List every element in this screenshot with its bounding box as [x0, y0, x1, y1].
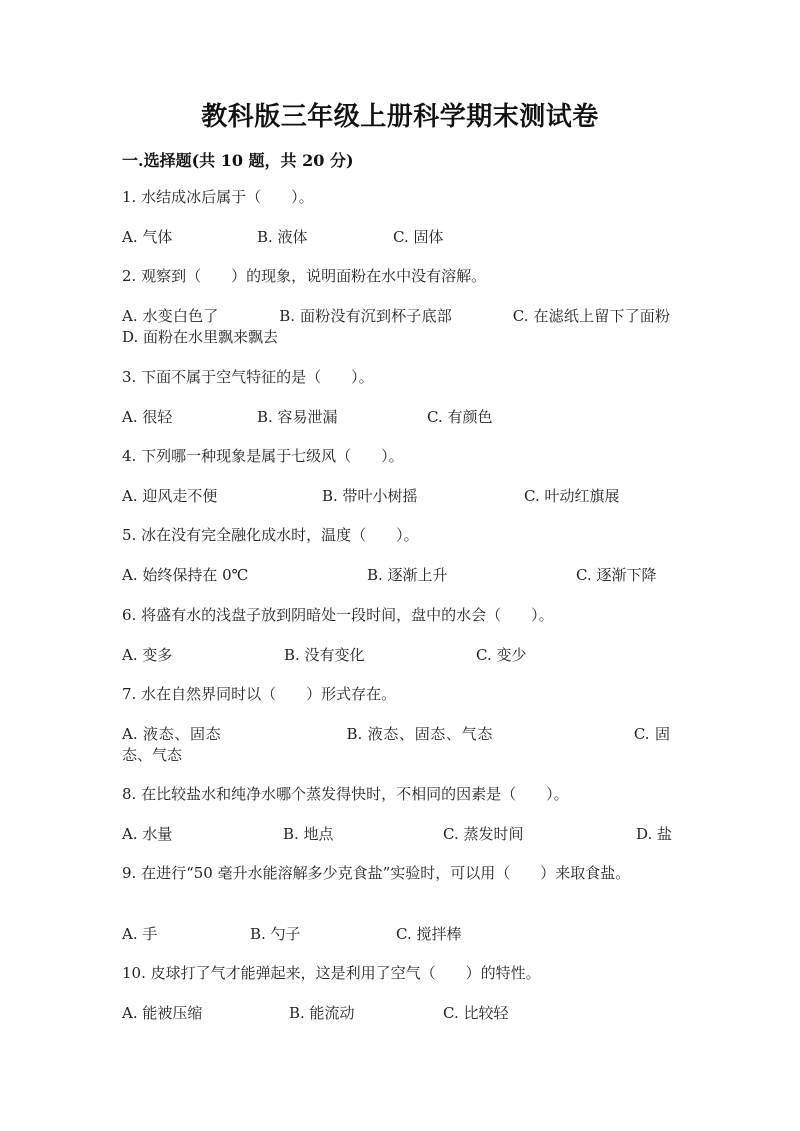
page-title: 教科版三年级上册科学期末测试卷	[201, 102, 599, 132]
question-9-stem: 9. 在进行“50 毫升水能溶解多少克食盐”实验时，可以用（ ）来取食盐。	[122, 864, 631, 882]
question-8-option-c: C. 蒸发时间	[443, 825, 524, 843]
question-10-option-b: B. 能流动	[289, 1004, 355, 1022]
question-3-option-b: B. 容易泄漏	[257, 408, 338, 426]
question-8-option-a: A. 水量	[122, 825, 173, 843]
question-5-option-a: A. 始终保持在 0℃	[122, 566, 249, 584]
question-10-option-c: C. 比较轻	[443, 1004, 509, 1022]
question-2-options: A. 水变白色了 B. 面粉没有沉到杯子底部 C. 在滤纸上留下了面粉 D. 面粉在水里飘来飘去	[122, 307, 731, 346]
question-3-stem: 3. 下面不属于空气特征的是（ ）。	[122, 368, 374, 386]
question-1-option-a: A. 气体	[122, 228, 173, 246]
question-6-option-c: C. 变少	[476, 646, 527, 664]
question-6-stem: 6. 将盛有水的浅盘子放到阴暗处一段时间，盘中的水会（ ）。	[122, 606, 554, 624]
question-1-option-c: C. 固体	[393, 228, 444, 246]
section-heading: 一.选择题(共 10 题，共 20 分)	[122, 151, 354, 170]
question-7-stem: 7. 水在自然界同时以（ ）形式存在。	[122, 685, 397, 703]
question-8-stem: 8. 在比较盐水和纯净水哪个蒸发得快时，不相同的因素是（ ）。	[122, 785, 569, 803]
question-2-stem: 2. 观察到（ ）的现象，说明面粉在水中没有溶解。	[122, 267, 487, 285]
question-8-option-d: D. 盐	[636, 825, 673, 843]
question-6-option-a: A. 变多	[122, 646, 173, 664]
question-9-option-b: B. 勺子	[250, 925, 301, 943]
question-10-stem: 10. 皮球打了气才能弹起来，这是利用了空气（ ）的特性。	[122, 964, 541, 982]
question-7-options: A. 液态、固态 B. 液态、固态、气态 C. 固态、气态	[122, 725, 670, 764]
question-4-stem: 4. 下列哪一种现象是属于七级风（ ）。	[122, 447, 404, 465]
question-9-option-a: A. 手	[122, 925, 158, 943]
question-4-option-c: C. 叶动红旗展	[524, 487, 620, 505]
question-10-option-a: A. 能被压缩	[122, 1004, 203, 1022]
question-5-option-c: C. 逐渐下降	[576, 566, 657, 584]
question-3-option-c: C. 有颜色	[427, 408, 493, 426]
question-4-option-b: B. 带叶小树摇	[322, 487, 418, 505]
question-8-option-b: B. 地点	[283, 825, 334, 843]
question-1-stem: 1. 水结成冰后属于（ ）。	[122, 188, 314, 206]
question-1-option-b: B. 液体	[257, 228, 308, 246]
question-5-option-b: B. 逐渐上升	[367, 566, 448, 584]
question-4-option-a: A. 迎风走不便	[122, 487, 218, 505]
question-3-option-a: A. 很轻	[122, 408, 173, 426]
question-5-stem: 5. 冰在没有完全融化成水时，温度（ ）。	[122, 526, 419, 544]
question-9-option-c: C. 搅拌棒	[396, 925, 462, 943]
question-6-option-b: B. 没有变化	[284, 646, 365, 664]
